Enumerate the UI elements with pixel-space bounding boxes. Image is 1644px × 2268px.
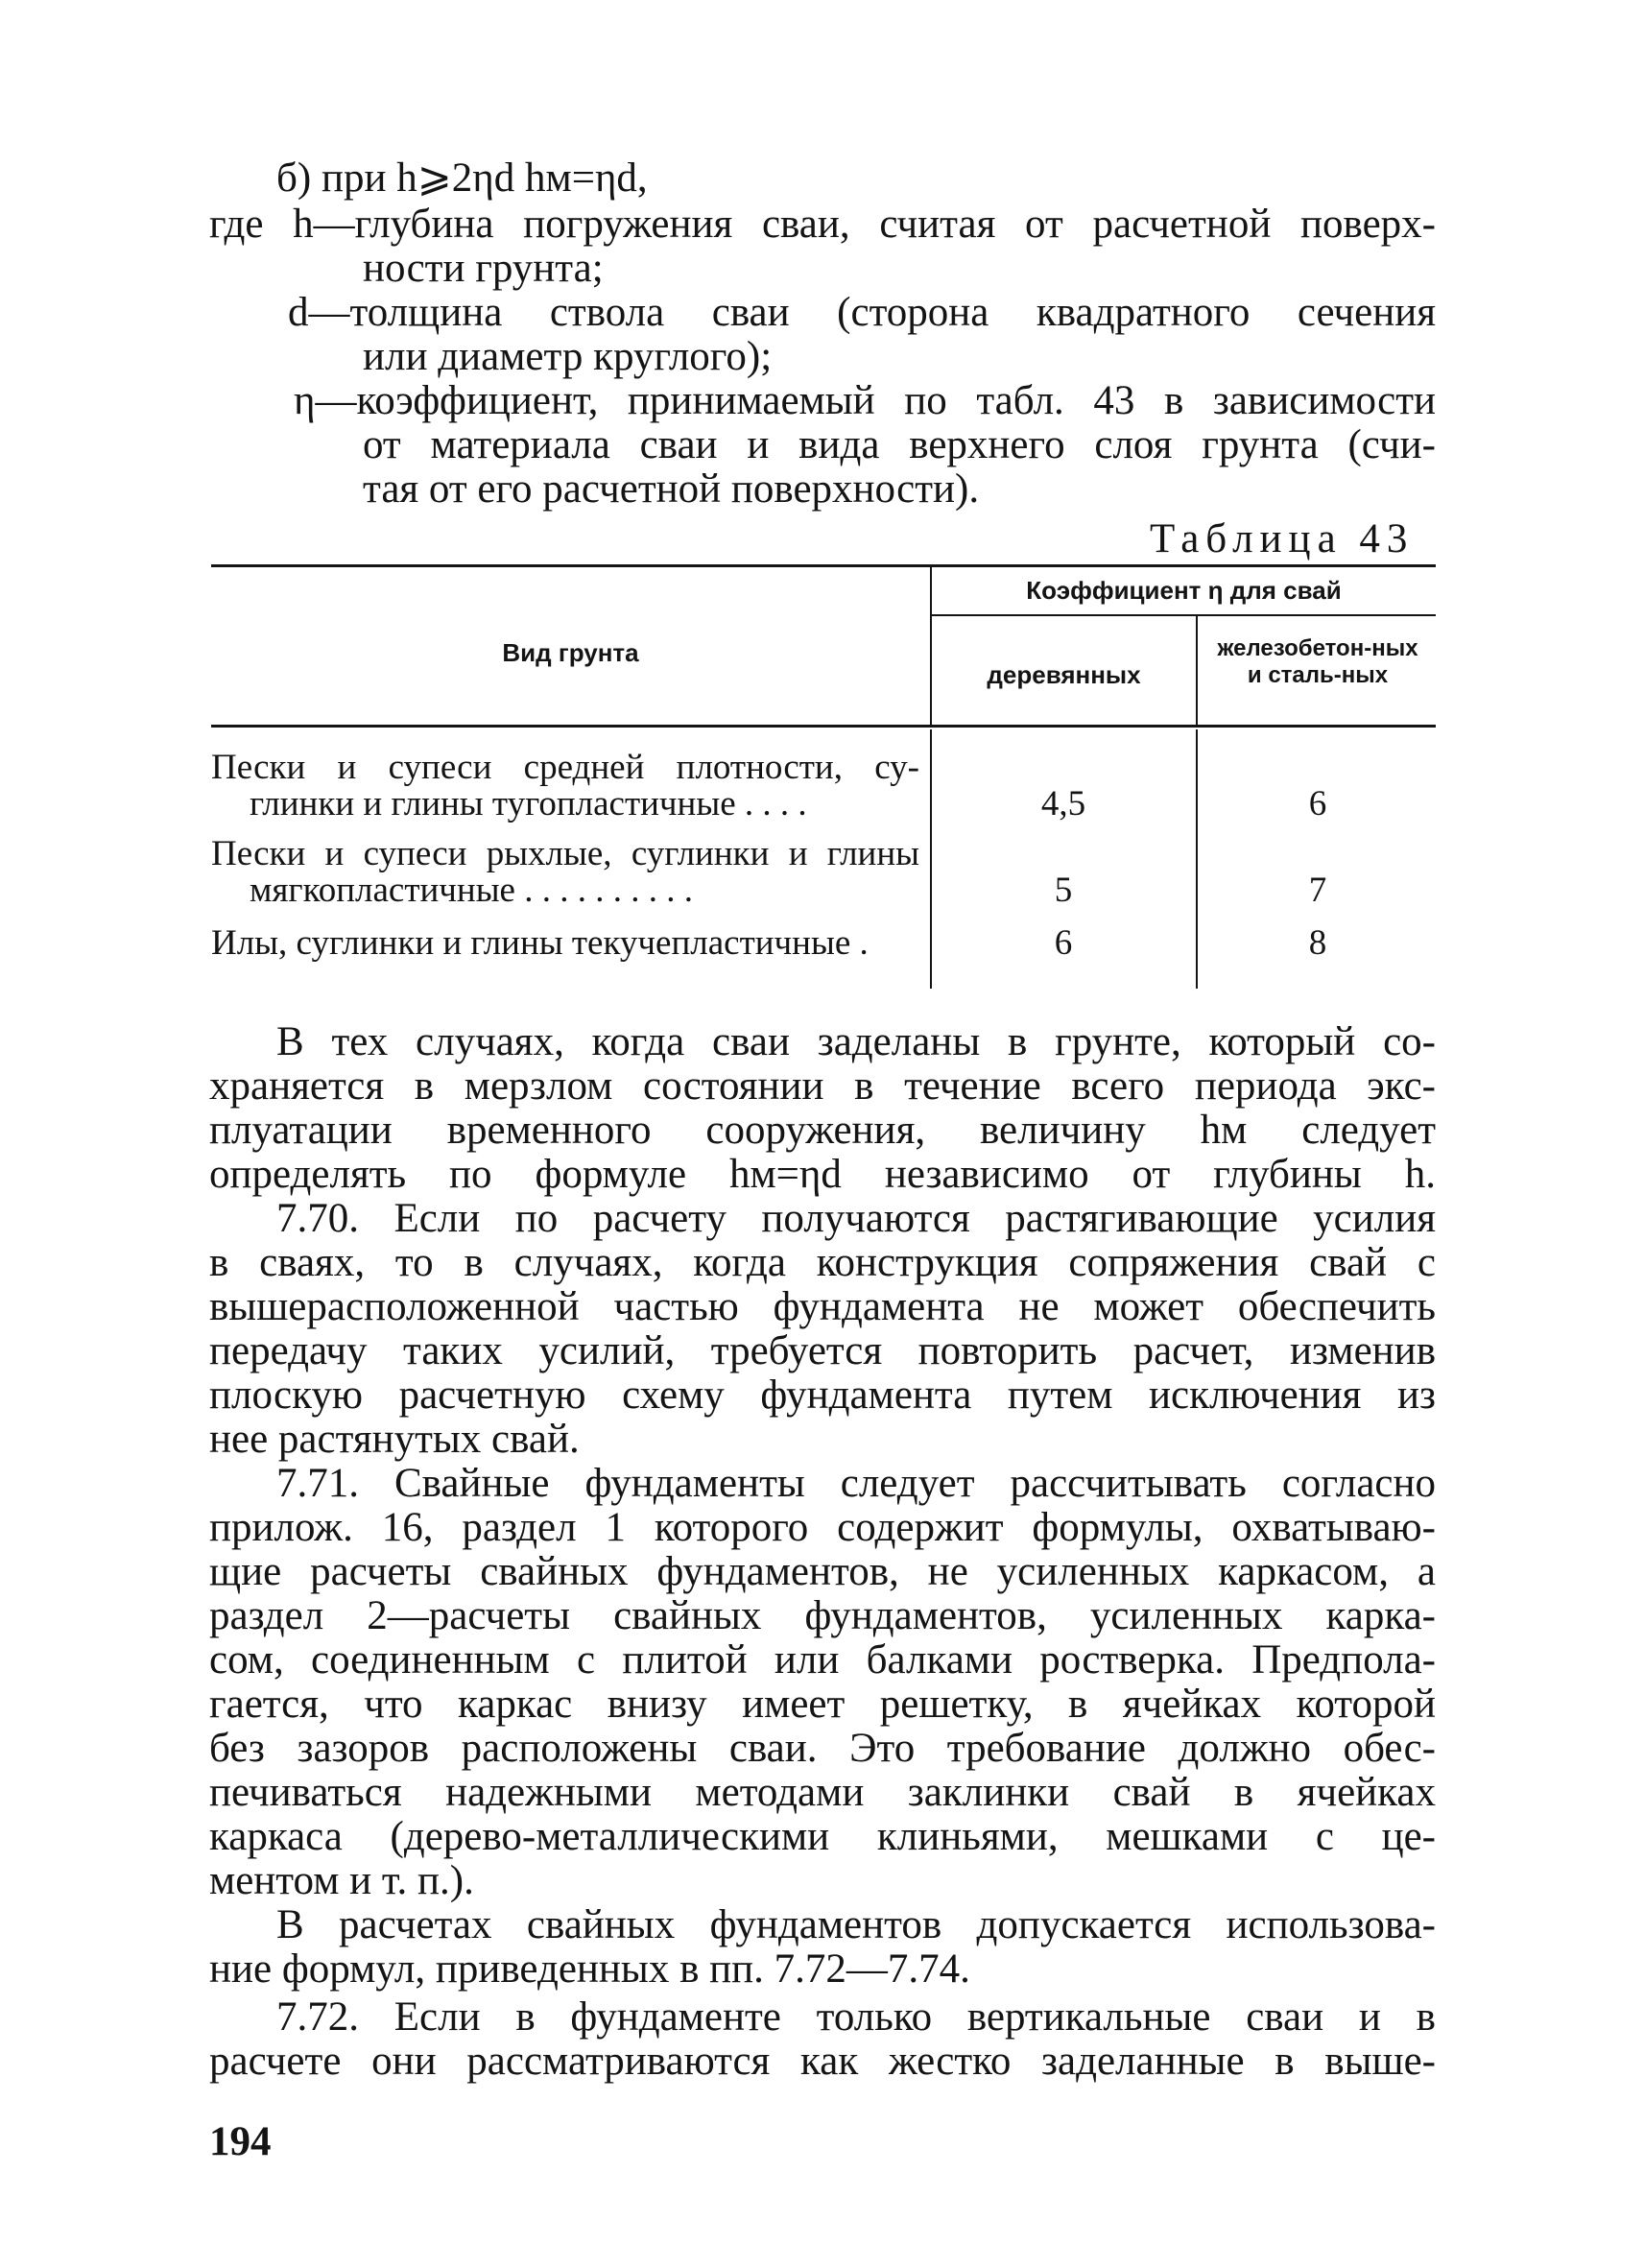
table-header-steel: железобетон-ных и сталь-ных — [1217, 635, 1418, 688]
definition-d-line-2: или диаметр круглого); — [363, 334, 773, 379]
body-line-21: В расчетах свайных фундаментов допускается использова- — [276, 1902, 1436, 1947]
table-row-3-wood: 6 — [1054, 923, 1073, 963]
table-header-subrule — [931, 614, 1436, 616]
body-line-3: плуатации временного сооружения, величину hм следует — [209, 1108, 1436, 1153]
body-line-22: ние формул, приведенных в пп. 7.72—7.74. — [209, 1946, 970, 1992]
body-line-23: 7.72. Если в фундаменте только вертикальные сваи и в — [276, 1994, 1436, 2040]
body-line-5: 7.70. Если по расчету получаются растягивающие усилия — [276, 1196, 1436, 1241]
table-row-1-wood: 4,5 — [1040, 784, 1086, 824]
body-line-7: вышерасположенной частью фундамента не может обеспечить — [209, 1284, 1436, 1329]
table-header-wooden: деревянных — [987, 660, 1141, 689]
body-line-20: ментом и т. п.). — [209, 1858, 474, 1903]
table-caption: Таблица 43 — [1150, 516, 1415, 561]
body-line-1: В тех случаях, когда сваи заделаны в грунте, который со- — [276, 1019, 1436, 1064]
body-line-15: сом, соединенным с плитой или балками ростверка. Предпола- — [209, 1637, 1436, 1683]
table-top-rule — [211, 564, 1436, 567]
body-line-16: гается, что каркас внизу имеет решетку, в ячейках которой — [209, 1682, 1436, 1727]
table-row-2-steel: 7 — [1308, 871, 1327, 910]
table-row-2-soil-line-1: Пески и супеси рыхлые, суглинки и глины — [211, 834, 919, 873]
table-header-vline-right — [1196, 616, 1198, 725]
body-line-6: в сваях, то в случаях, когда конструкция сопряжения свай с — [209, 1240, 1436, 1285]
table-body-vline-left — [930, 729, 932, 989]
table-row-3-steel: 8 — [1308, 923, 1327, 963]
body-line-17: без зазоров расположены сваи. Это требование должно обес- — [209, 1726, 1436, 1771]
table-header-coefficient: Коэффициент η для свай — [1026, 576, 1342, 605]
body-line-4: определять по формуле hм=ηd независимо от глубины h. — [209, 1152, 1436, 1197]
table-row-2-wood: 5 — [1054, 871, 1073, 910]
definition-h-line-1: где h—глубина погружения сваи, считая от расчетной поверх- — [209, 202, 1436, 247]
table-row-1-steel: 6 — [1308, 784, 1327, 824]
table-header-rule — [211, 725, 1436, 728]
definition-d-line-1: d—толщина ствола сваи (сторона квадратного сечения — [288, 290, 1436, 335]
table-row-1-soil-line-2: глинки и глины тугопластичные . . . . — [250, 784, 807, 824]
body-line-14: раздел 2—расчеты свайных фундаментов, усиленных карка- — [209, 1593, 1436, 1638]
formula-line: б) при h⩾2ηd hм=ηd, — [276, 155, 648, 201]
body-line-8: передачу таких усилий, требуется повторить расчет, изменив — [209, 1328, 1436, 1373]
table-row-1-soil-line-1: Пески и супеси средней плотности, су- — [211, 748, 919, 787]
body-line-19: каркаса (дерево-металлическими клиньями, мешками с це- — [209, 1814, 1436, 1859]
body-line-2: храняется в мерзлом состоянии в течение всего периода экс- — [209, 1063, 1436, 1109]
table-body-vline-right — [1196, 729, 1198, 989]
body-line-18: печиваться надежными методами заклинки свай в ячейках — [209, 1770, 1436, 1815]
body-line-13: щие расчеты свайных фундаментов, не усиленных каркасом, а — [209, 1549, 1436, 1594]
definition-eta-line-3: тая от его расчетной поверхности). — [363, 466, 980, 512]
body-line-12: прилож. 16, раздел 1 которого содержит формулы, охватываю- — [209, 1505, 1436, 1550]
body-line-9: плоскую расчетную схему фундамента путем исключения из — [209, 1373, 1436, 1418]
body-line-10: нее растянутых свай. — [209, 1417, 580, 1462]
table-row-2-soil-line-2: мягкопластичные . . . . . . . . . . — [250, 871, 693, 910]
definition-eta-line-2: от материала сваи и вида верхнего слоя грунта (счи- — [363, 422, 1436, 467]
body-line-11: 7.71. Свайные фундаменты следует рассчитывать согласно — [276, 1461, 1436, 1506]
page-number: 194 — [209, 2119, 272, 2164]
definition-h-line-2: ности грунта; — [363, 246, 604, 291]
table-row-3-soil: Илы, суглинки и глины текучепластичные . — [211, 923, 869, 963]
body-line-24: расчете они рассматриваются как жестко заделанные в выше- — [209, 2039, 1436, 2084]
definition-eta-line-1: η—коэффициент, принимаемый по табл. 43 в зависимости — [294, 378, 1436, 423]
table-header-soil: Вид грунта — [502, 638, 639, 667]
